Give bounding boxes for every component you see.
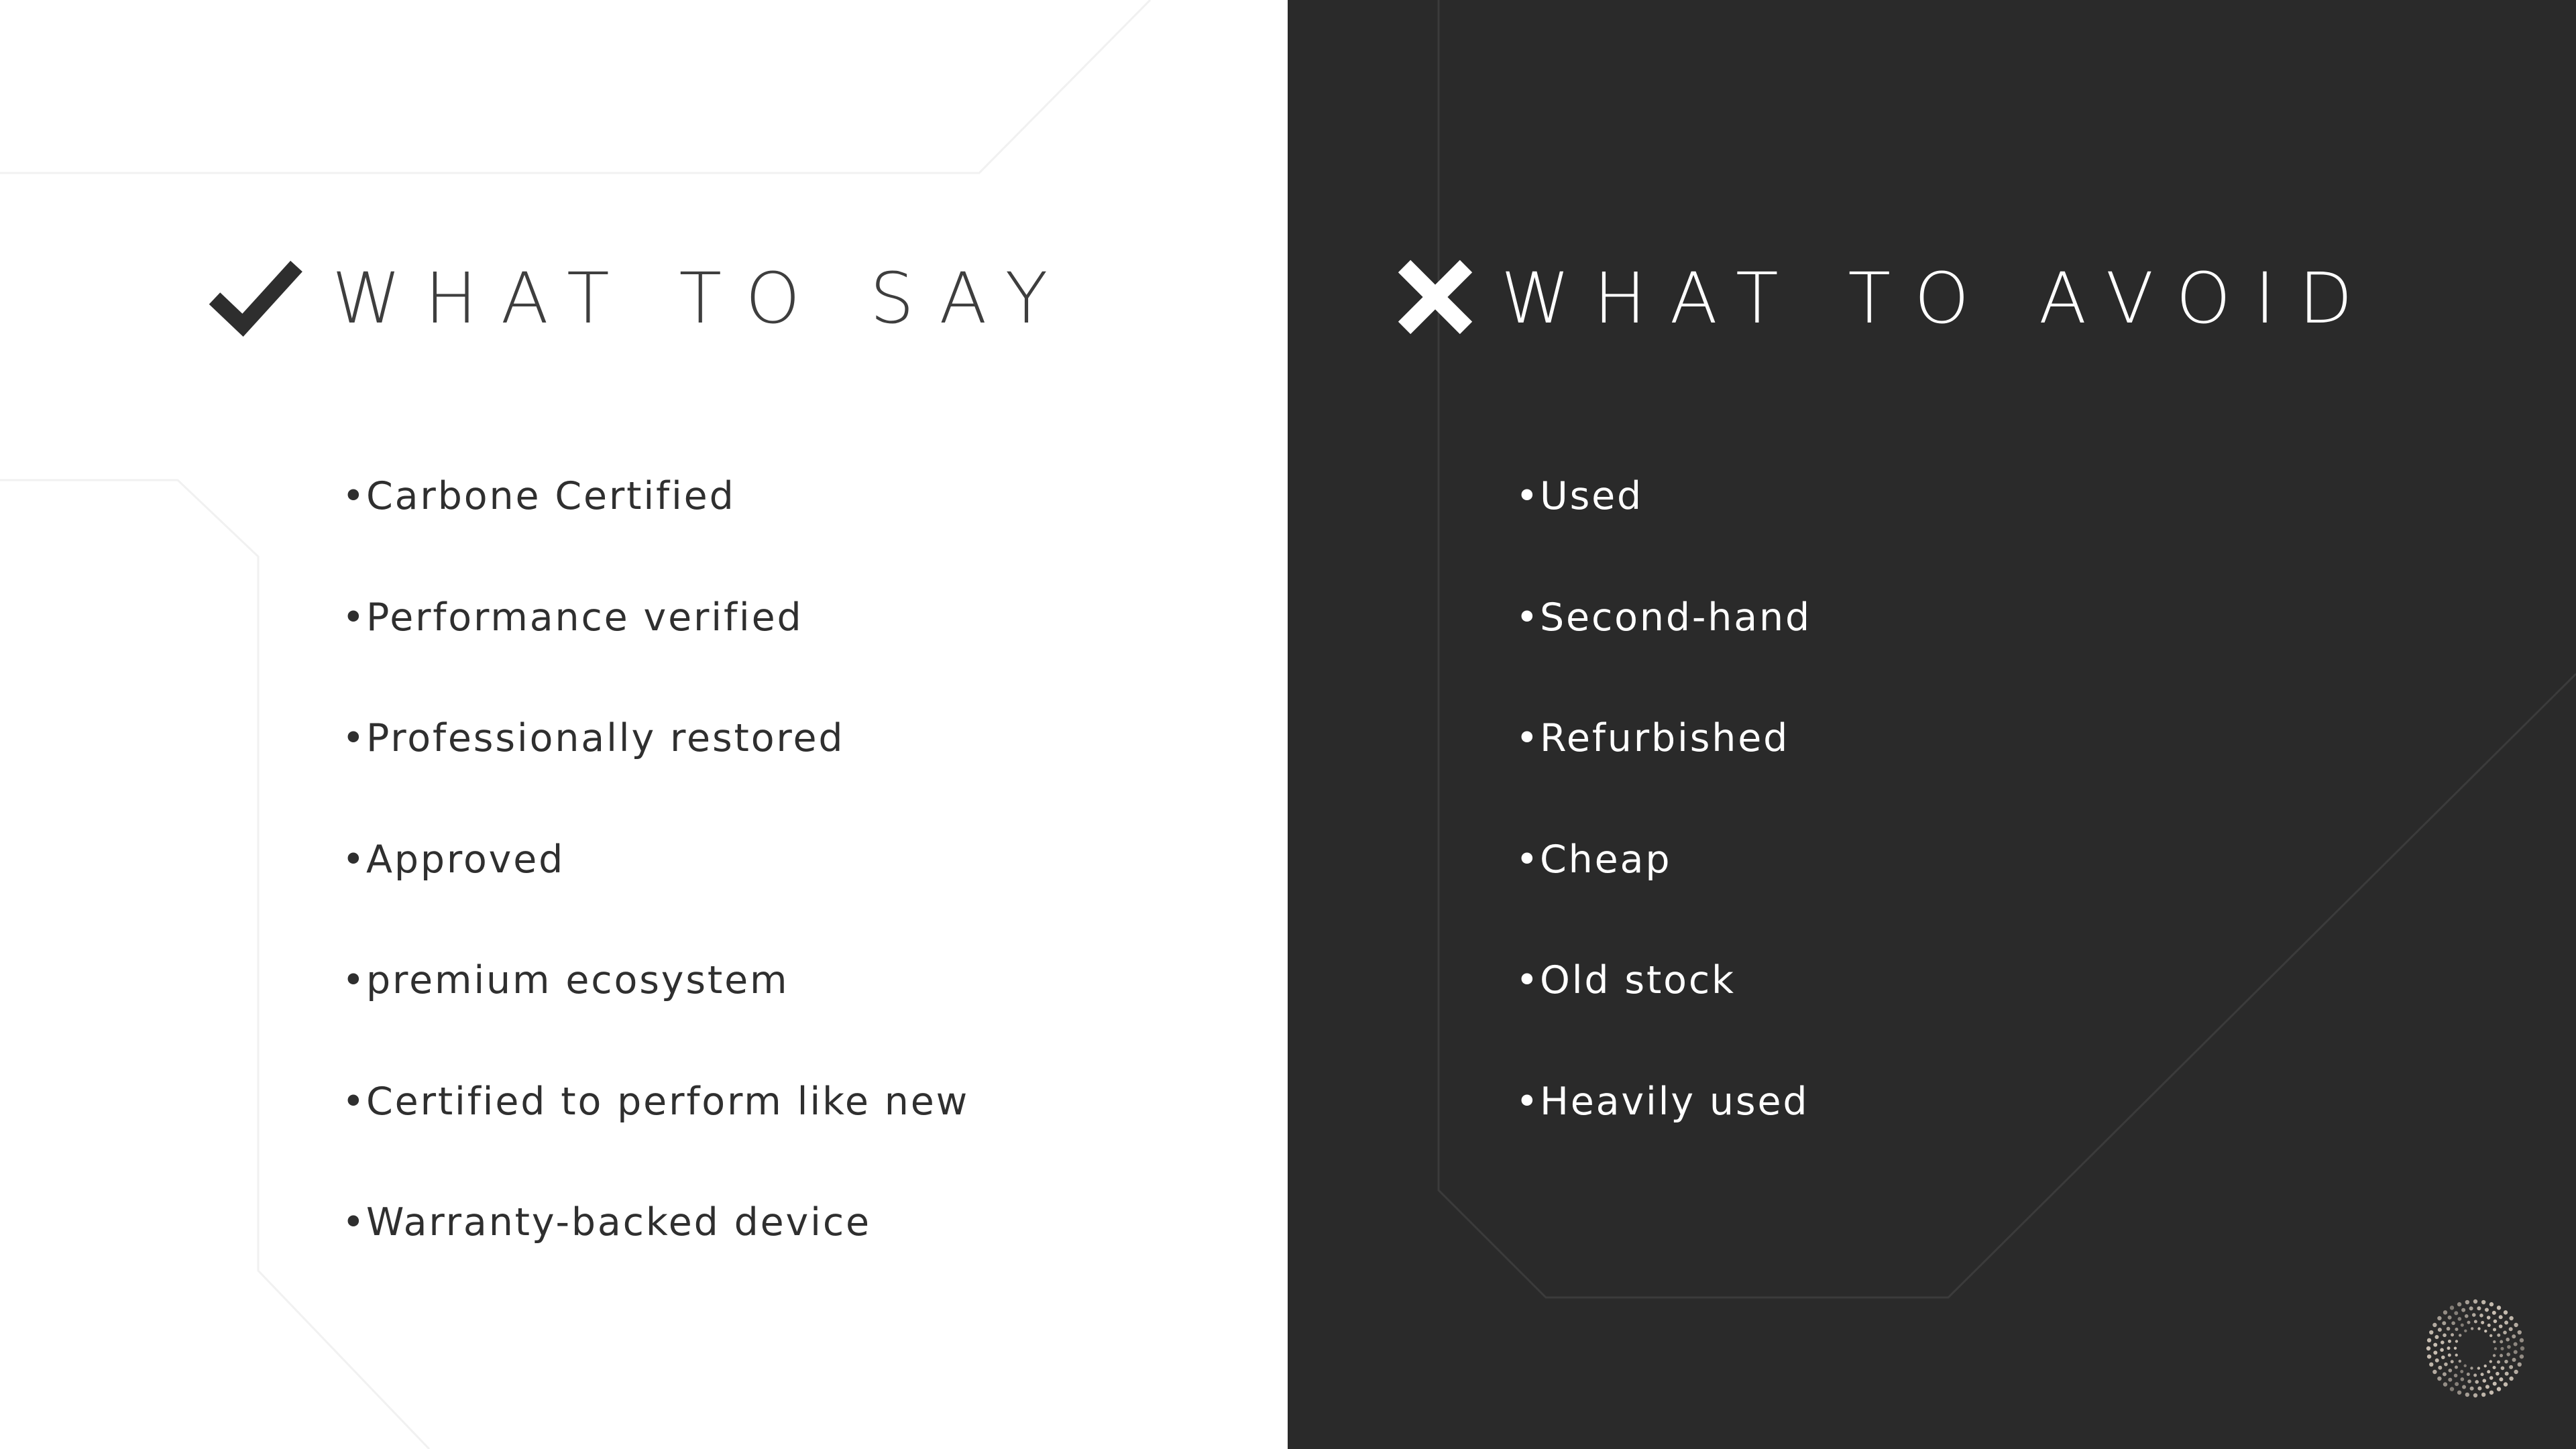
logo-dot xyxy=(2520,1338,2524,1342)
list-item-text: Approved xyxy=(366,837,565,882)
logo-dot xyxy=(2477,1306,2481,1310)
what-to-say-heading xyxy=(208,248,1072,349)
logo-dot xyxy=(2506,1352,2510,1356)
logo-dot xyxy=(2454,1374,2458,1378)
logo-dot xyxy=(2433,1350,2437,1354)
logo-dot xyxy=(2457,1391,2461,1395)
logo-dot xyxy=(2467,1373,2470,1376)
logo-dot xyxy=(2458,1317,2462,1321)
logo-dot xyxy=(2461,1324,2464,1327)
logo-dot xyxy=(2504,1382,2508,1386)
logo-dot xyxy=(2471,1327,2473,1330)
logo-dot xyxy=(2474,1320,2477,1324)
list-item-text: Cheap xyxy=(1540,837,1672,882)
list-item xyxy=(1516,953,1811,1075)
logo-dot xyxy=(2465,1300,2469,1304)
logo-dot xyxy=(2493,1354,2496,1356)
logo-dot xyxy=(2450,1306,2454,1310)
logo-dot xyxy=(2507,1345,2511,1349)
logo-dot xyxy=(2451,1333,2454,1336)
logo-dot xyxy=(2509,1365,2513,1369)
logo-dot xyxy=(2451,1322,2455,1326)
logo-dot xyxy=(2520,1346,2524,1350)
list-item-text: Refurbished xyxy=(1540,716,1790,760)
logo-dot xyxy=(2481,1300,2485,1304)
logo-dot xyxy=(2432,1323,2437,1327)
logo-dot xyxy=(2497,1334,2500,1337)
logo-dot xyxy=(2443,1382,2447,1386)
logo-dot xyxy=(2493,1340,2496,1343)
logo-dot xyxy=(2499,1315,2503,1319)
what-to-avoid-panel xyxy=(1288,0,2576,1449)
list-item-text: Old stock xyxy=(1540,958,1736,1002)
bullet: • xyxy=(342,716,367,760)
logo-dot xyxy=(2467,1379,2471,1383)
bullet: • xyxy=(1516,474,1541,518)
logo-dot xyxy=(2506,1338,2510,1342)
logo-dot xyxy=(2482,1379,2486,1383)
what-to-avoid-heading xyxy=(1395,248,2376,349)
logo-dot xyxy=(2427,1338,2431,1342)
bullet: • xyxy=(342,837,367,882)
logo-dot xyxy=(2489,1334,2492,1337)
logo-dot xyxy=(2493,1328,2496,1331)
list-item xyxy=(342,711,969,833)
logo-dot xyxy=(2487,1324,2491,1327)
logo-dot xyxy=(2437,1316,2441,1320)
say-list xyxy=(342,469,969,1317)
bullet: • xyxy=(342,958,367,1002)
dotted-circle-logo-icon xyxy=(2425,1298,2526,1399)
logo-dot xyxy=(2455,1340,2458,1342)
logo-dot xyxy=(2447,1346,2451,1350)
logo-dot xyxy=(2470,1367,2473,1369)
logo-dot xyxy=(2520,1354,2524,1358)
list-item xyxy=(1516,833,1811,954)
logo-dot xyxy=(2438,1366,2442,1370)
logo-dot xyxy=(2509,1316,2513,1320)
list-item-text: Carbone Certified xyxy=(366,474,736,518)
list-item-text: Warranty-backed device xyxy=(366,1200,871,1244)
logo-dot xyxy=(2434,1335,2439,1339)
logo-dot xyxy=(2451,1360,2454,1363)
logo-dot xyxy=(2459,1334,2461,1336)
logo-dot xyxy=(2469,1306,2473,1310)
logo-dot xyxy=(2514,1370,2518,1374)
logo-dot xyxy=(2503,1331,2507,1335)
bullet: • xyxy=(342,1200,367,1244)
logo-dot xyxy=(2489,1302,2494,1306)
logo-dot xyxy=(2501,1367,2505,1371)
logo-dot xyxy=(2481,1373,2484,1376)
bullet: • xyxy=(342,1079,367,1124)
logo-dot xyxy=(2433,1343,2437,1347)
logo-dot xyxy=(2487,1370,2490,1373)
bullet: • xyxy=(1516,837,1541,882)
logo-dot xyxy=(2484,1365,2487,1367)
logo-dot xyxy=(2504,1360,2508,1364)
logo-dot xyxy=(2504,1310,2508,1314)
list-item-text: Heavily used xyxy=(1540,1079,1809,1124)
what-to-say-title: WHAT TO SAY xyxy=(332,257,1072,339)
what-to-avoid-title: WHAT TO AVOID xyxy=(1501,257,2377,339)
logo-dot xyxy=(2429,1330,2433,1334)
logo-dot xyxy=(2444,1363,2448,1367)
logo-dot xyxy=(2492,1311,2496,1315)
logo-dot xyxy=(2485,1308,2489,1312)
logo-dot xyxy=(2432,1370,2437,1374)
logo-dot xyxy=(2477,1327,2480,1330)
logo-dot xyxy=(2460,1370,2463,1373)
logo-dot xyxy=(2497,1306,2501,1310)
logo-dot xyxy=(2509,1377,2513,1381)
logo-dot xyxy=(2493,1382,2497,1386)
logo-dot xyxy=(2455,1328,2458,1331)
bullet: • xyxy=(342,595,367,640)
logo-dot xyxy=(2472,1313,2476,1317)
logo-dot xyxy=(2473,1374,2477,1377)
logo-dot xyxy=(2512,1358,2516,1362)
list-item xyxy=(1516,711,1811,833)
logo-dot xyxy=(2493,1366,2496,1369)
logo-dot xyxy=(2504,1321,2508,1325)
logo-dot xyxy=(2448,1316,2452,1320)
logo-dot xyxy=(2481,1321,2484,1324)
logo-dot xyxy=(2447,1327,2451,1331)
logo-dot xyxy=(2455,1366,2458,1369)
logo-dot xyxy=(2518,1363,2522,1367)
checkmark-icon xyxy=(208,257,305,340)
logo-dot xyxy=(2485,1385,2489,1389)
logo-dot xyxy=(2500,1340,2503,1343)
logo-dot xyxy=(2501,1347,2504,1350)
list-item xyxy=(342,591,969,712)
logo-dot xyxy=(2454,1311,2458,1315)
logo-dot xyxy=(2455,1382,2459,1386)
logo-dot xyxy=(2442,1321,2446,1325)
x-mark-icon xyxy=(1395,257,1475,340)
logo-dot xyxy=(2512,1334,2516,1338)
logo-dot xyxy=(2496,1372,2500,1376)
logo-dot xyxy=(2461,1377,2465,1381)
logo-dot xyxy=(2461,1308,2465,1312)
bullet: • xyxy=(1516,958,1541,1002)
logo-dot xyxy=(2509,1327,2513,1331)
logo-dot xyxy=(2441,1340,2445,1344)
logo-dot xyxy=(2438,1328,2442,1332)
logo-dot xyxy=(2443,1372,2447,1376)
logo-dot xyxy=(2448,1340,2451,1343)
logo-dot xyxy=(2514,1323,2518,1327)
logo-dot xyxy=(2489,1376,2494,1380)
logo-dot xyxy=(2465,1314,2469,1318)
bullet: • xyxy=(1516,595,1541,640)
logo-dot xyxy=(2499,1377,2503,1381)
logo-dot xyxy=(2457,1302,2461,1306)
list-item-text: premium ecosystem xyxy=(366,958,789,1002)
list-item-text: Professionally restored xyxy=(366,716,845,760)
list-item xyxy=(1516,469,1811,591)
logo-dot xyxy=(2443,1310,2447,1314)
logo-dot xyxy=(2475,1380,2479,1384)
logo-dot xyxy=(2462,1385,2466,1389)
logo-dot xyxy=(2467,1321,2470,1324)
list-item-text: Certified to perform like new xyxy=(366,1079,970,1124)
logo-dot xyxy=(2484,1330,2487,1332)
logo-dot xyxy=(2514,1342,2518,1346)
avoid-list xyxy=(1516,469,1811,1196)
list-item xyxy=(342,1196,969,1317)
logo-dot xyxy=(2489,1391,2494,1395)
list-item xyxy=(342,1075,969,1196)
list-item xyxy=(342,953,969,1075)
logo-dot xyxy=(2429,1363,2433,1367)
logo-dot xyxy=(2497,1387,2501,1391)
logo-dot xyxy=(2464,1330,2467,1332)
logo-dot xyxy=(2505,1372,2509,1376)
bullet: • xyxy=(342,474,367,518)
bullet: • xyxy=(1516,1079,1541,1124)
logo-dot xyxy=(2477,1367,2480,1369)
logo-dot xyxy=(2440,1348,2444,1352)
logo-dot xyxy=(2494,1347,2497,1350)
logo-dot xyxy=(2427,1354,2431,1358)
logo-dot xyxy=(2455,1354,2458,1356)
list-item-text: Second-hand xyxy=(1540,595,1812,640)
logo-dot xyxy=(2448,1354,2451,1357)
list-item xyxy=(342,469,969,591)
logo-dot xyxy=(2473,1299,2477,1303)
logo-dot xyxy=(2497,1360,2500,1364)
logo-dot xyxy=(2494,1320,2498,1324)
logo-dot xyxy=(2479,1314,2483,1318)
list-item xyxy=(1516,1075,1811,1196)
logo-dot xyxy=(2518,1330,2522,1334)
logo-dot xyxy=(2487,1316,2491,1320)
logo-dot xyxy=(2481,1393,2485,1397)
logo-dot xyxy=(2449,1369,2453,1373)
list-item-text: Used xyxy=(1540,474,1644,518)
logo-dot xyxy=(2464,1365,2467,1367)
logo-dot xyxy=(2437,1377,2441,1381)
logo-dot xyxy=(2443,1334,2447,1338)
logo-dot xyxy=(2499,1324,2503,1328)
logo-dot xyxy=(2500,1354,2503,1357)
logo-dot xyxy=(2459,1360,2461,1363)
logo-dot xyxy=(2450,1387,2454,1391)
logo-dot xyxy=(2470,1387,2474,1391)
list-item xyxy=(342,833,969,954)
list-item-text: Performance verified xyxy=(366,595,803,640)
logo-dot xyxy=(2454,1346,2457,1349)
logo-dot xyxy=(2426,1346,2430,1350)
logo-dot xyxy=(2435,1358,2439,1363)
logo-dot xyxy=(2477,1387,2481,1391)
logo-dot xyxy=(2465,1393,2469,1397)
background-outline-decoration xyxy=(1288,0,2576,1449)
logo-dot xyxy=(2441,1355,2445,1359)
logo-dot xyxy=(2473,1393,2477,1397)
list-item xyxy=(1516,591,1811,712)
logo-dot xyxy=(2448,1378,2452,1382)
bullet: • xyxy=(1516,716,1541,760)
logo-dot xyxy=(2514,1350,2518,1354)
logo-dot xyxy=(2489,1360,2492,1363)
